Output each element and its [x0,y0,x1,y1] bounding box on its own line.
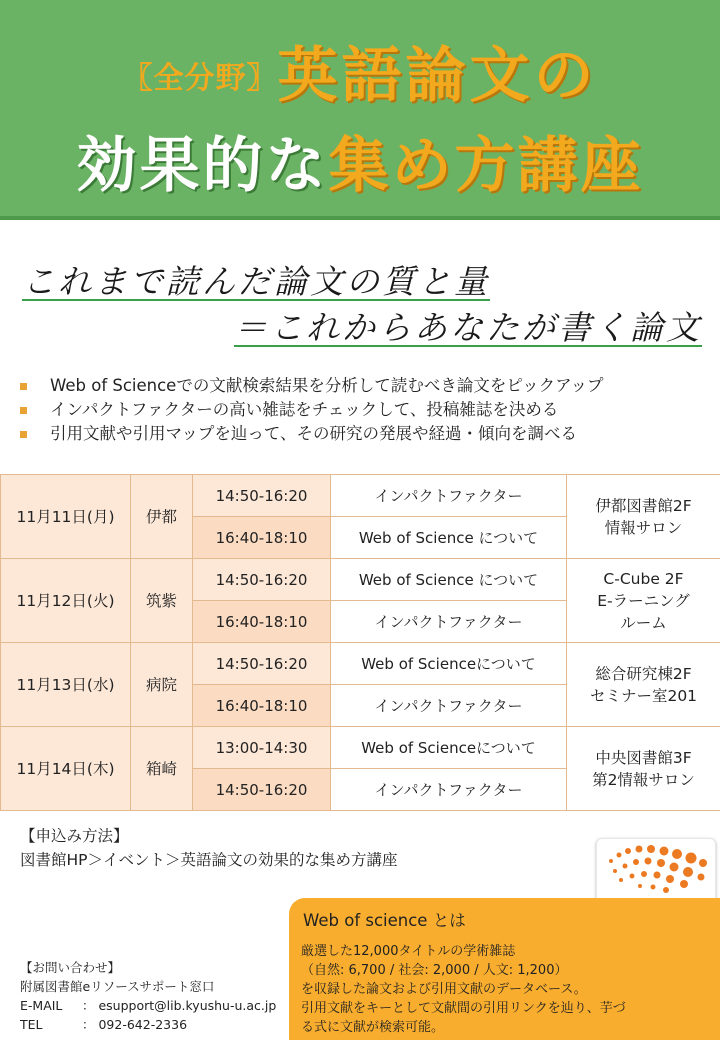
tel-label: TEL [20,1017,43,1032]
tagline-line2: ＝これからあなたが書く論文 [234,308,702,347]
apply-path: 図書館HP＞イベント＞英語論文の効果的な集め方講座 [20,851,398,869]
feature-item: インパクトファクターの高い雑誌をチェックして、投稿雑誌を決める [20,398,710,422]
session-location [567,559,720,643]
wos-info-line: 厳選した12,000タイトルの学術雑誌 [301,944,516,959]
location-line: 総合研究棟2F [595,664,692,683]
contact-tel-row [20,1015,276,1034]
wos-info-box [289,898,720,1040]
email-label: E-MAIL [20,998,63,1013]
wos-info-line: （自然: 6,700 / 社会: 2,000 / 人文: 1,200） [301,963,568,978]
contact-block [20,958,276,1034]
session-date: 11月14日(木) [1,727,131,811]
session-time: 14:50-16:20 [193,559,331,601]
table-row [1,475,720,517]
wos-info-line: 引用文献をキーとして文献間の引用リンクを辿り、芋づ [301,1001,626,1016]
tel-number: ： 092-642-2336 [82,1017,188,1032]
session-topic: インパクトファクター [331,475,567,517]
session-topic: Web of Science について [331,559,567,601]
session-location [567,643,720,727]
schedule-table [0,474,720,811]
header-banner [0,0,720,220]
dots-logo-icon [597,839,715,899]
banner-prefix: 〖全分野〗 [122,61,278,96]
wos-info-text [301,942,713,1037]
session-location [567,475,720,559]
location-line: 第2情報サロン [592,770,695,789]
location-line: 情報サロン [604,518,683,537]
location-line: セミナー室201 [589,686,698,705]
tagline-line1: これまで読んだ論文の質と量 [22,262,490,301]
email-address: ： esupport@lib.kyushu-u.ac.jp [82,998,277,1013]
session-time: 14:50-16:20 [193,475,331,517]
session-date: 11月12日(火) [1,559,131,643]
location-line: E-ラーニング [597,591,690,610]
banner-title-part1: 英語論文の [277,41,598,111]
session-time: 16:40-18:10 [193,601,331,643]
apply-heading: 【申込み方法】 [20,827,129,845]
banner-title-line2 [0,118,720,204]
contact-heading: 【お問い合わせ】 [20,960,121,975]
table-row [1,643,720,685]
session-campus: 箱崎 [131,727,193,811]
wos-info-title: Web of science とは [303,911,466,930]
feature-list [20,374,710,446]
location-line: 伊都図書館2F [595,496,692,515]
session-time: 16:40-18:10 [193,685,331,727]
banner-title-line1 [0,28,720,114]
banner-title-part2: 効果的な [76,131,329,201]
session-time: 13:00-14:30 [193,727,331,769]
feature-item: 引用文献や引用マップを辿って、その研究の発展や経過・傾向を調べる [20,422,710,446]
session-campus: 筑紫 [131,559,193,643]
table-row [1,727,720,769]
location-line: C-Cube 2F [603,569,684,588]
session-time: 14:50-16:20 [193,643,331,685]
session-time: 14:50-16:20 [193,769,331,811]
session-topic: Web of Science について [331,517,567,559]
session-topic: Web of Scienceについて [331,643,567,685]
session-location [567,727,720,811]
session-topic: インパクトファクター [331,601,567,643]
session-campus: 病院 [131,643,193,727]
session-topic: インパクトファクター [331,685,567,727]
contact-email-row [20,996,276,1015]
feature-item: Web of Scienceでの文献検索結果を分析して読むべき論文をピックアップ [20,374,710,398]
contact-dept: 附属図書館eリソースサポート窓口 [20,979,215,994]
session-date: 11月13日(水) [1,643,131,727]
session-time: 16:40-18:10 [193,517,331,559]
table-row [1,559,720,601]
wos-info-line: を収録した論文および引用文献のデータベース。 [301,982,587,997]
banner-title-part3: 集め方講座 [328,131,644,201]
session-date: 11月11日(月) [1,475,131,559]
session-campus: 伊都 [131,475,193,559]
session-topic: インパクトファクター [331,769,567,811]
wos-info-line: る式に文献が検索可能。 [301,1020,445,1035]
location-line: ルーム [620,613,667,632]
session-topic: Web of Scienceについて [331,727,567,769]
location-line: 中央図書館3F [595,748,692,767]
